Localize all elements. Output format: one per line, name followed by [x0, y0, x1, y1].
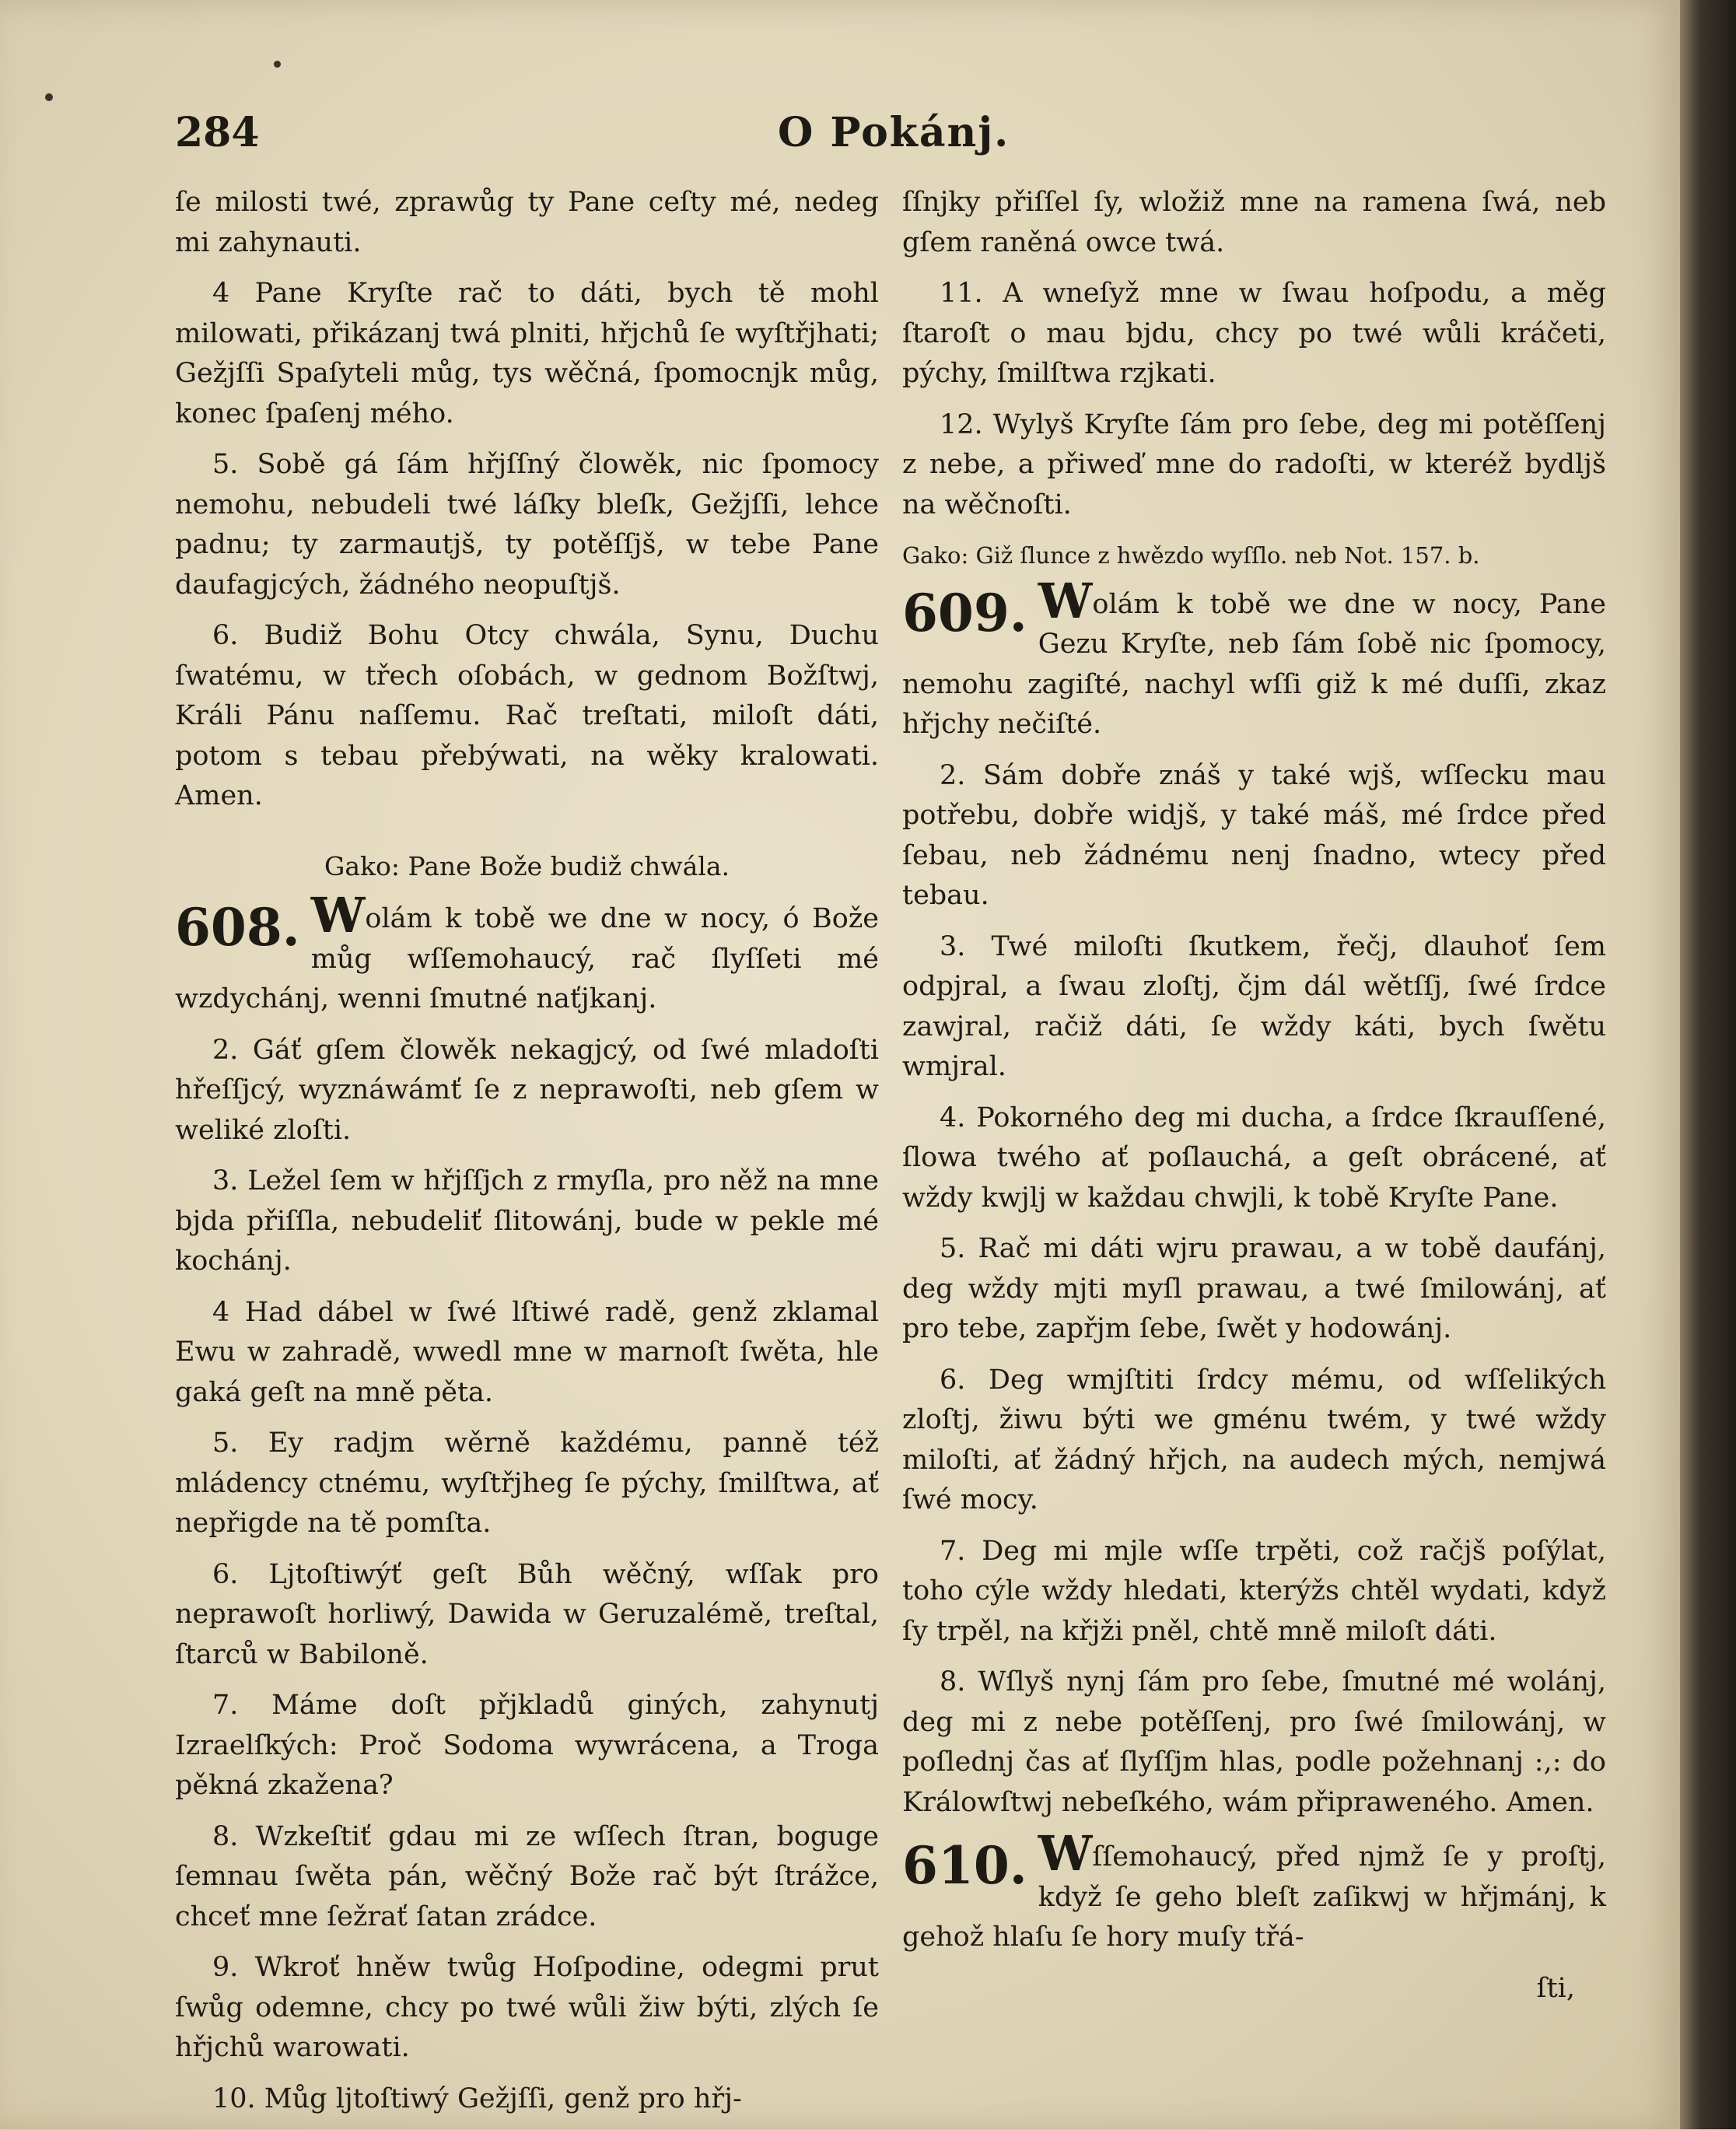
verse: 5. Rač mi dáti wjru prawau, a w tobě daufánj, deg wždy mjti myſl prawau, a twé ſmilowánj, ať pro tebe, zapřjm ſebe, ſwět y hodowánj. — [902, 1233, 1606, 1344]
page-number: 284 — [175, 109, 260, 156]
verse: 4. Pokorného deg mi ducha, a ſrdce ſkrauſſené, ſlowa twého ať poſlauchá, a geſt obrácené, ať wždy kwjlj w každau chwjli, k tobě Kryſte Pane. — [902, 1102, 1606, 1214]
drop-initial: W — [1038, 572, 1093, 629]
verse: 3. Ležel ſem w hřjſſjch z rmyſla, pro něž na mne bjda přiſſla, nebudeliť ſlitowánj, bude w pekle mé kochánj. — [175, 1165, 879, 1277]
verse: 6. Ljtoſtiwýť geſt Bůh wěčný, wſſak pro neprawoſt horliwý, Dawida w Geruzalémě, treſtal, ſtarců w Babiloně. — [175, 1558, 879, 1670]
verse: 7. Máme doſt přjkladů giných, zahynutj Izraelſkých: Proč Sodoma wywrácena, a Troga pěkná zkažena? — [175, 1690, 879, 1801]
verse: 2. Sám dobře znáš y také wjš, wſſecku mau potřebu, dobře widjš, y také máš, mé ſrdce před ſebau, neb žádnému nenj ſnadno, wtecy před tebau. — [902, 759, 1606, 911]
verse: 5. Ey radjm wěrně každému, panně též mládency ctnému, wyſtřjheg ſe pýchy, ſmilſtwa, ať nepřigde na tě pomſta. — [175, 1428, 879, 1539]
melody-line: Gako: Giž ſlunce z hwězdo wyſſlo. neb Not. 157. b. — [902, 542, 1480, 569]
verse-text: olám k tobě we dne w nocy, Pane Gezu Kryſte, neb ſám ſobě nic ſpomocy, nemohu zagiſté, nachyl wſſi giž k mé duſſi, zkaz hřjchy nečiſté. — [902, 588, 1606, 740]
verse: 3. Twé miloſti ſkutkem, řečj, dlauhoť ſem odpjral, a ſwau zloſtj, čjm dál wětſſj, ſwé ſrdce zawjral, račiž dáti, ſe wždy káti, bych ſwětu wmjral. — [902, 930, 1606, 1082]
verse: 5. Sobě gá ſám hřjſſný člowěk, nic ſpomocy nemohu, nebudeli twé láſky bleſk, Gežjſſi, lehce padnu; ty zarmautjš, ty potěſſjš, w tebe Pane daufagjcých, žádného neopuſtjš. — [175, 449, 879, 601]
hymn-610-first-verse — [902, 1825, 1606, 1958]
hymn-609-first-verse — [902, 572, 1606, 745]
running-title: O Pokánj. — [778, 109, 1010, 156]
verse: 6. Deg wmjſtiti ſrdcy mému, od wſſelikých zloſtj, žiwu býti we gménu twém, y twé wždy miloſti, ať žádný hřjch, na audech mých, nemjwá ſwé mocy. — [902, 1364, 1606, 1515]
hymn-number: 610. — [902, 1835, 1027, 1896]
verse: 8. Wzkeſtiť gdau mi ze wſſech ſtran, boguge ſemnau ſwěta pán, wěčný Bože rač být ſtrážce, chceť mne ſežrať ſatan zrádce. — [175, 1820, 879, 1932]
drop-initial: W — [310, 887, 366, 944]
verse-continuation: ſe milosti twé, zprawůg ty Pane ceſty mé, nedeg mi zahynauti. — [175, 187, 879, 258]
verse: 7. Deg mi mjle wſſe trpěti, což račjš poſýlat, toho cýle wždy hledati, kterýžs chtěl wydati, když ſy trpěl, na křjži pněl, chtě mně miloſt dáti. — [902, 1535, 1606, 1647]
right-column — [902, 183, 1606, 2020]
hymn-number: 609. — [902, 582, 1027, 643]
verse: 2. Gáť gſem člowěk nekagjcý, od ſwé mladoſti hřeſſjcý, wyznáwámť ſe z neprawoſti, neb gſem w weliké zloſti. — [175, 1034, 879, 1146]
verse: 4 Had dábel w ſwé lſtiwé radě, genž zklamal Ewu w zahradě, wwedl mne w marnoſt ſwěta, hle gaká geſt na mně pěta. — [175, 1296, 879, 1408]
ink-speck — [45, 93, 53, 101]
verse: 4 Pane Kryſte rač to dáti, bych tě mohl milowati, přikázanj twá plniti, hřjchů ſe wyſtřjhati; Gežjſſi Spaſyteli můg, tys wěčná, ſpomocnjk můg, konec ſpaſenj mého. — [175, 278, 879, 429]
verse: 9. Wkroť hněw twůg Hoſpodine, odegmi prut ſwůg odemne, chcy po twé wůli žiw býti, zlých ſe hřjchů warowati. — [175, 1952, 879, 2063]
drop-initial: W — [1038, 1825, 1093, 1882]
verse: 8. Wſlyš nynj ſám pro ſebe, ſmutné mé wolánj, deg mi z nebe potěſſenj, pro ſwé ſmilowánj, w poſlednj čas ať ſlyſſjm hlas, podle požehnanj :,: do Králowſtwj nebeſkého, wám připraweného. Amen. — [902, 1666, 1606, 1818]
verse: 11. A wneſyž mne w ſwau hoſpodu, a měg ſtaroſt o mau bjdu, chcy po twé wůli kráčeti, pýchy, ſmilſtwa rzjkati. — [902, 278, 1606, 389]
book-gutter — [1680, 0, 1736, 2129]
hymn-608-first-verse — [175, 887, 879, 1020]
verse-text: olám k tobě we dne w nocy, ó Bože můg wſſemohaucý, rač ſlyſſeti mé wzdychánj, wenni ſmutné naťjkanj. — [175, 903, 879, 1014]
catchword: ſti, — [1536, 1972, 1575, 2004]
verse: 12. Wylyš Kryſte ſám pro ſebe, deg mi potěſſenj z nebe, a přiweď mne do radoſti, w kteréž bydljš na wěčnoſti. — [902, 408, 1606, 520]
page-header — [175, 109, 1645, 171]
verse: 10. Můg ljtoſtiwý Gežjſſi, genž pro hřj- — [212, 2083, 742, 2114]
left-column — [175, 183, 879, 2130]
ink-speck — [274, 61, 281, 68]
verse-continuation: ſſnjky přiſſel ſy, wložiž mne na ramena ſwá, neb gſem raněná owce twá. — [902, 187, 1606, 258]
verse: 6. Budiž Bohu Otcy chwála, Synu, Duchu ſwatému, w třech oſobách, w gednom Božſtwj, Králi Pánu naſſemu. Rač treſtati, miloſt dáti, potom s tebau přebýwati, na wěky kralowati. Amen. — [175, 620, 879, 811]
hymn-number: 608. — [175, 897, 300, 958]
melody-line: Gako: Pane Bože budiž chwála. — [324, 850, 730, 881]
verse-text: ſſemohaucý, před njmž ſe y proſtj, když ſe geho bleſt zaſikwj w hřjmánj, k gehož hlaſu ſe hory muſy třá- — [902, 1841, 1606, 1953]
